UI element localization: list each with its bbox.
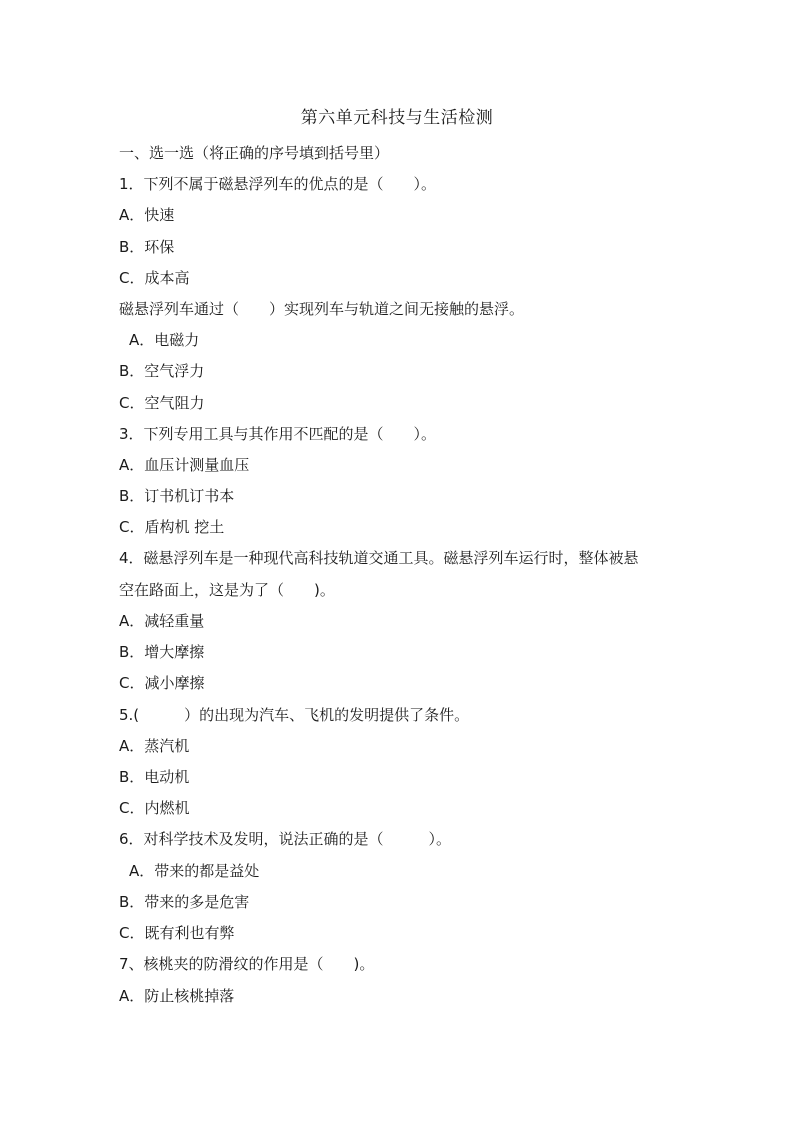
question-7: 7、核桃夹的防滑纹的作用是（ )。 (119, 955, 375, 973)
option-3c: C．盾构机 挖土 (119, 518, 225, 536)
option-3a: A．血压计测量血压 (119, 456, 250, 474)
option-6a: A．带来的都是益处 (129, 862, 260, 880)
option-1a: A．快速 (119, 206, 175, 224)
option-5b: B．电动机 (119, 768, 190, 786)
option-2a: A．电磁力 (129, 331, 200, 349)
question-2: 磁悬浮列车通过（ ）实现列车与轨道之间无接触的悬浮。 (119, 300, 525, 318)
question-1: 1．下列不属于磁悬浮列车的优点的是（ ）。 (119, 175, 437, 193)
option-2b: B．空气浮力 (119, 362, 205, 380)
option-4c: C．减小摩擦 (119, 674, 205, 692)
question-4-line-2: 空在路面上，这是为了（ )。 (119, 581, 335, 599)
option-6c: C．既有利也有弊 (119, 924, 235, 942)
question-6: 6．对科学技术及发明，说法正确的是（ ）。 (119, 830, 452, 848)
option-7a: A．防止核桃掉落 (119, 987, 235, 1005)
question-5: 5.( ）的出现为汽车、飞机的发明提供了条件。 (119, 706, 470, 724)
option-6b: B．带来的多是危害 (119, 893, 250, 911)
option-1c: C．成本高 (119, 269, 190, 287)
option-3b: B．订书机订书本 (119, 487, 235, 505)
question-3: 3．下列专用工具与其作用不匹配的是（ ）。 (119, 425, 437, 443)
option-4a: A．减轻重量 (119, 612, 205, 630)
option-2c: C．空气阻力 (119, 394, 205, 412)
section-heading: 一、选一选（将正确的序号填到括号里） (119, 144, 390, 162)
option-4b: B．增大摩擦 (119, 643, 205, 661)
page-title: 第六单元科技与生活检测 (300, 108, 494, 128)
option-5c: C．内燃机 (119, 799, 190, 817)
option-1b: B．环保 (119, 238, 175, 256)
option-5a: A．蒸汽机 (119, 737, 190, 755)
question-4-line-1: 4．磁悬浮列车是一种现代高科技轨道交通工具。磁悬浮列车运行时，整体被悬 (119, 549, 639, 567)
